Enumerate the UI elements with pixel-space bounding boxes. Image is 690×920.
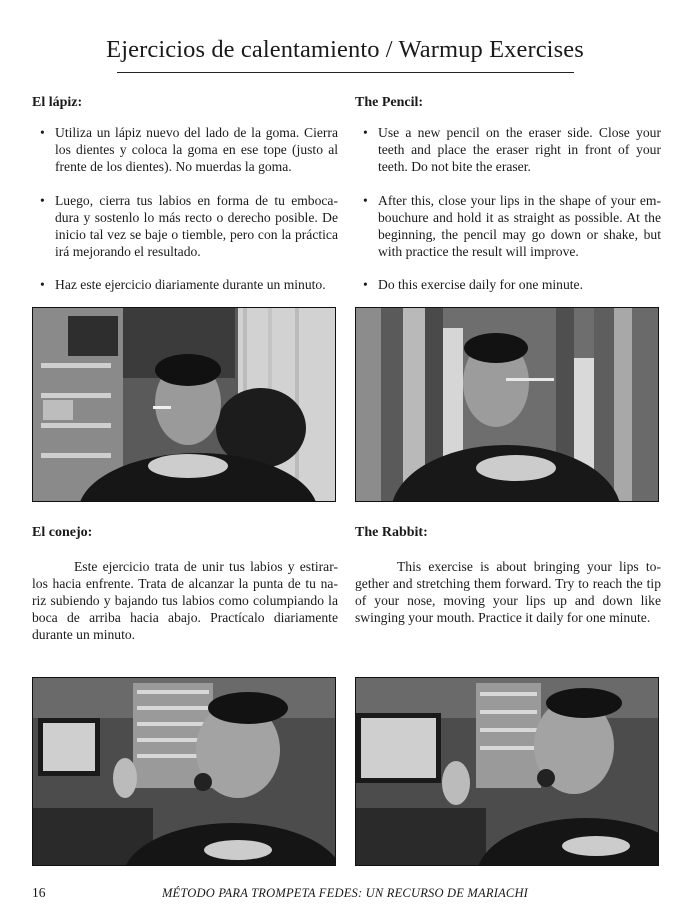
- bullet-icon: •: [40, 125, 45, 140]
- pencil-spanish-heading: El lápiz:: [32, 95, 83, 110]
- bullet-icon: •: [363, 193, 368, 208]
- bullet-icon: •: [363, 277, 368, 292]
- bullet-icon: •: [40, 193, 45, 208]
- bullet-text: Haz este ejercicio diariamente durante un minuto.: [55, 277, 326, 292]
- rabbit-english-text: This exercise is about bringing your lips to-gether and stretching them forward. Try to reach the tip of your nose, moving your lips up and down like swinging your mouth. Practice it daily for one minute.: [355, 559, 661, 625]
- page-title: Ejercicios de calentamiento / Warmup Exercises: [106, 36, 584, 63]
- rabbit-exercise-photo-left: [32, 677, 336, 866]
- bullet-text: After this, close your lips in the shape of your em-bouchure and hold it as straight as possible. At the beginning, the pencil may go down or shake, but with practice the result will improve.: [378, 193, 661, 259]
- rabbit-english-column: [355, 0, 661, 650]
- bullet-text: Luego, cierra tus labios en forma de tu emboca-dura y sostenlo lo más recto o derecho posible. De inicio tal vez se baje o tiemble, pero con la práctica irá mejorando el resultado.: [55, 193, 338, 259]
- bullet-text: Use a new pencil on the eraser side. Close your teeth and place the eraser right in front of your teeth. Do not bite the eraser.: [378, 125, 661, 174]
- bullet-icon: •: [363, 125, 368, 140]
- rabbit-english-heading: The Rabbit:: [355, 525, 428, 540]
- rabbit-spanish-text: Este ejercicio trata de unir tus labios y estirar-los hacia enfrente. Trata de alcanzar la punta de tu na-riz subiendo y bajando tus labios como columpiando la boca de arriba hacia abajo. Practícalo diariamente durante un minuto.: [32, 559, 338, 642]
- page-number: 16: [32, 885, 46, 900]
- bullet-text: Do this exercise daily for one minute.: [378, 277, 583, 292]
- bullet-text: Utiliza un lápiz nuevo del lado de la goma. Cierra los dientes y coloca la goma en ese tope (justo al frente de los dientes). No muerdas la goma.: [55, 125, 338, 174]
- bullet-icon: •: [40, 277, 45, 292]
- rabbit-spanish-heading: El conejo:: [32, 525, 93, 540]
- rabbit-spanish-column: [32, 0, 338, 650]
- pencil-english-heading: The Pencil:: [355, 95, 424, 110]
- book-title-footer: MÉTODO PARA TROMPETA FEDES: UN RECURSO DE MARIACHI: [161, 886, 529, 900]
- rabbit-exercise-photo-right: [355, 677, 659, 866]
